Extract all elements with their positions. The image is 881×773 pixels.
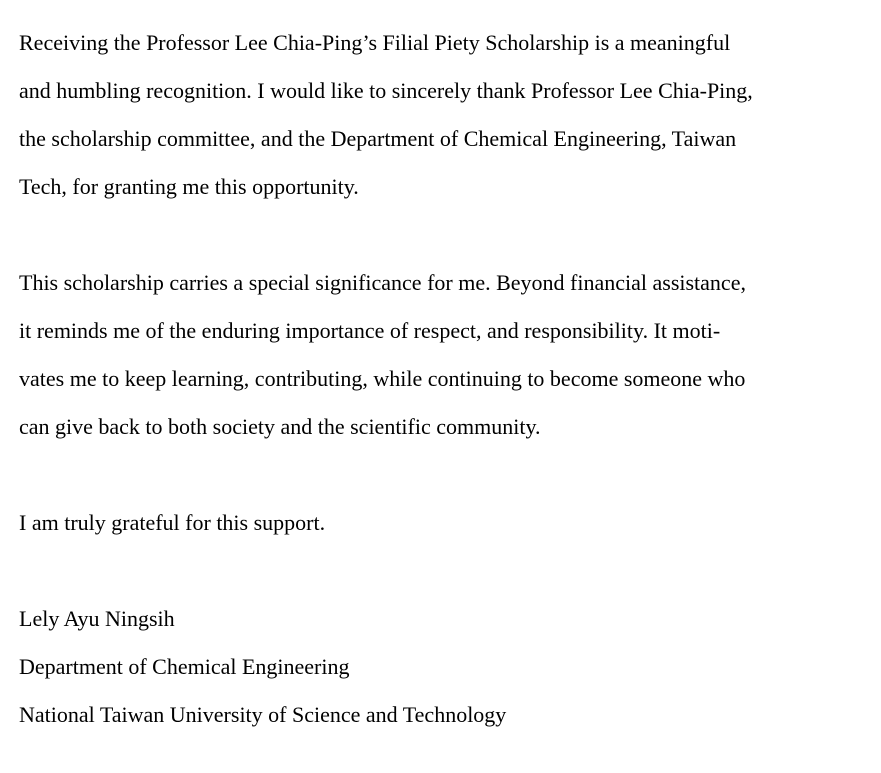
letter-line: the scholarship committee, and the Department of Chemical Engineering, Taiwan [19,126,737,151]
letter-line: Tech, for granting me this opportunity. [19,174,359,199]
letter-line: I am truly grateful for this support. [19,510,326,535]
paragraph-thanks [19,19,881,211]
letter-line: Receiving the Professor Lee Chia-Ping’s Filial Piety Scholarship is a meaningful [19,30,731,55]
letter-line: can give back to both society and the scientific community. [19,414,541,439]
paragraph-significance [19,259,881,451]
paragraph-gratitude [19,499,881,547]
signature-block [19,595,881,739]
letter-line: vates me to keep learning, contributing, while continuing to become someone who [19,366,746,391]
letter-line: it reminds me of the enduring importance of respect, and responsibility. It moti- [19,318,721,343]
letter-line: and humbling recognition. I would like to sincerely thank Professor Lee Chia-Ping, [19,78,753,103]
signature-department: Department of Chemical Engineering [19,654,350,679]
signature-university: National Taiwan University of Science and Technology [19,702,507,727]
letter-line: This scholarship carries a special significance for me. Beyond financial assistance, [19,270,746,295]
signature-name: Lely Ayu Ningsih [19,606,175,631]
